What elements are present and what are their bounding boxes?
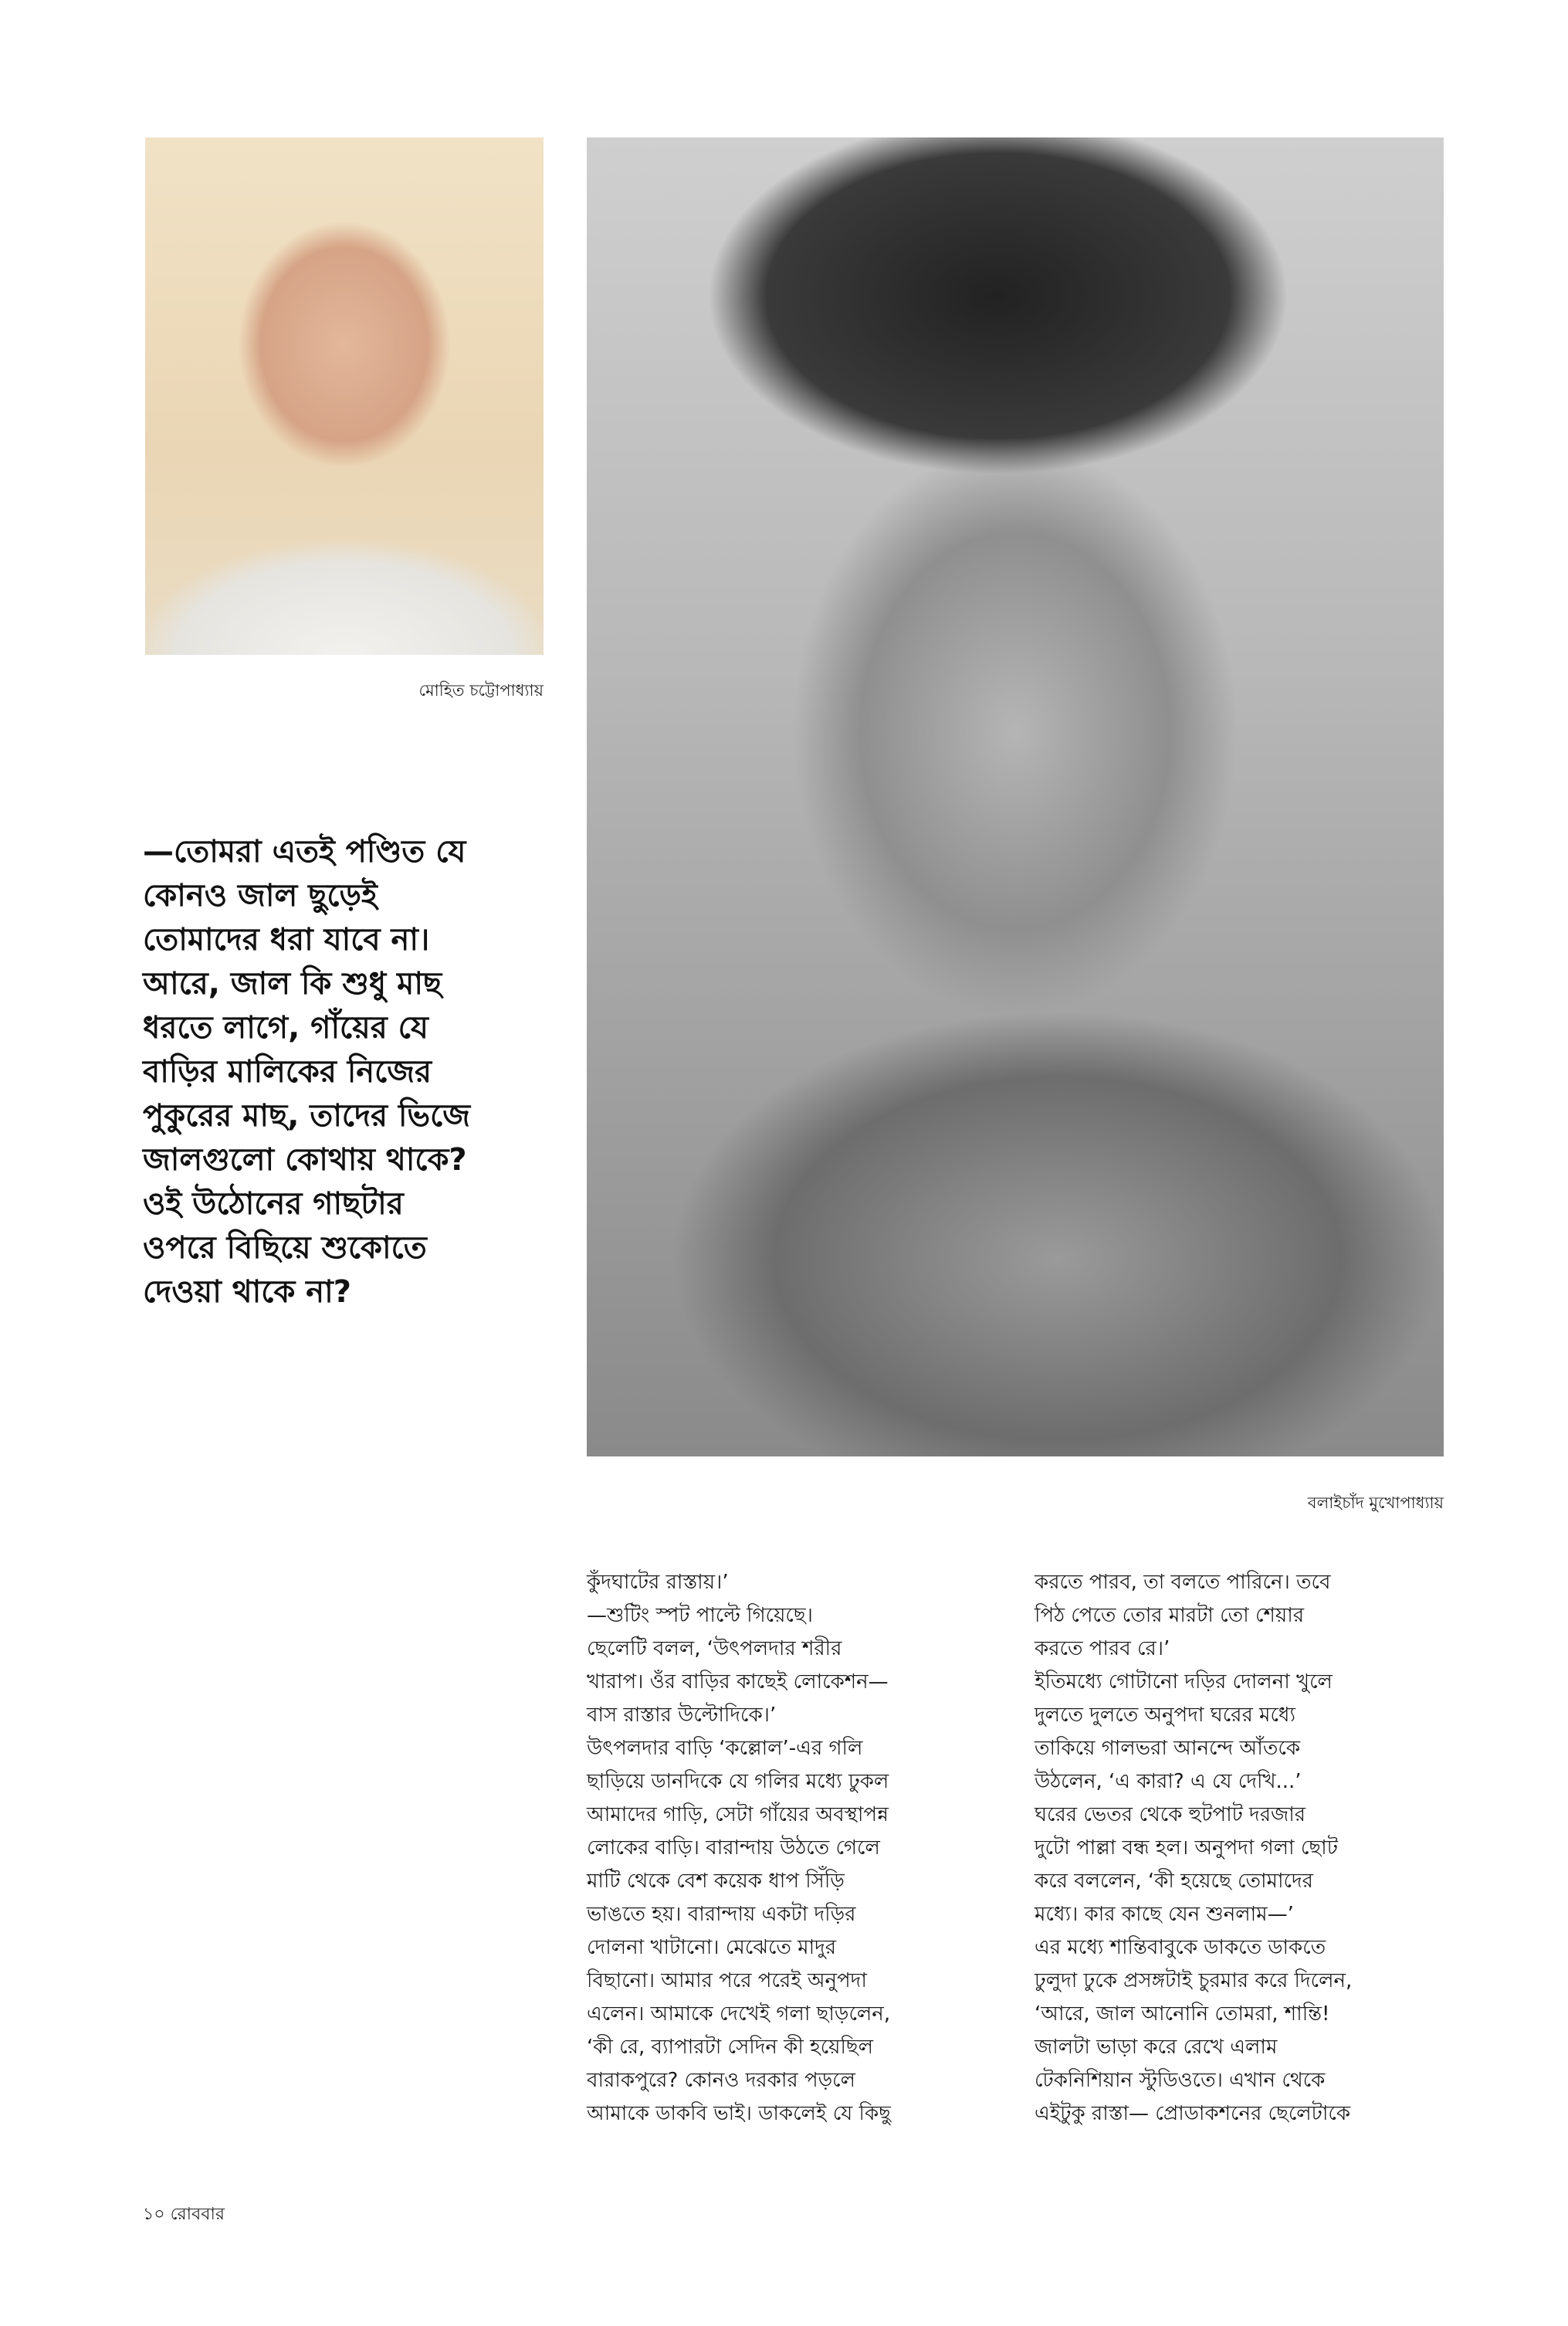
body-line: দুটো পাল্লা বন্ধ হল। অনুপদা গলা ছোট bbox=[1035, 1836, 1338, 1860]
photo-caption-large: বলাইচাঁদ মুখোপাধ্যায় bbox=[1307, 1494, 1444, 1512]
body-column-left bbox=[587, 1566, 988, 2131]
body-line: ছাড়িয়ে ডানদিকে যে গলির মধ্যে ঢুকল bbox=[587, 1770, 889, 1793]
body-line: ঢুলুদা ঢুকে প্রসঙ্গটাই চুরমার করে দিলেন, bbox=[1035, 1969, 1353, 1992]
pull-quote bbox=[143, 830, 529, 1314]
body-line: পিঠ পেতে তোর মারটা তো শেয়ার bbox=[1035, 1604, 1305, 1627]
body-line: মধ্যে। কার কাছে যেন শুনলাম—’ bbox=[1035, 1903, 1294, 1926]
body-line: এইটুকু রাস্তা— প্রোডাকশনের ছেলেটাকে bbox=[1035, 2102, 1351, 2125]
body-line: মাটি থেকে বেশ কয়েক ধাপ সিঁড়ি bbox=[587, 1870, 845, 1893]
portrait-photo-large bbox=[587, 137, 1444, 1456]
pull-quote-line: ওপরে বিছিয়ে শুকোতে bbox=[143, 1230, 427, 1266]
body-line: কুঁদঘাটের রাস্তায়।’ bbox=[587, 1571, 729, 1594]
body-line: টেকনিশিয়ান স্টুডিওতে। এখান থেকে bbox=[1035, 2069, 1326, 2092]
portrait-photo-small bbox=[145, 137, 544, 655]
body-line: দুলতে দুলতে অনুপদা ঘরের মধ্যে bbox=[1035, 1704, 1296, 1727]
pull-quote-line: বাড়ির মালিকের নিজের bbox=[143, 1054, 432, 1090]
body-line: ইতিমধ্যে গোটানো দড়ির দোলনা খুলে bbox=[1035, 1670, 1333, 1694]
body-line: তাকিয়ে গালভরা আনন্দে আঁতকে bbox=[1035, 1737, 1301, 1760]
pull-quote-line: জালগুলো কোথায় থাকে? bbox=[143, 1142, 467, 1178]
body-line: করে বললেন, ‘কী হয়েছে তোমাদের bbox=[1035, 1870, 1313, 1893]
body-line: —শুটিং স্পট পাল্টে গিয়েছে। bbox=[587, 1604, 813, 1627]
pull-quote-line: দেওয়া থাকে না? bbox=[143, 1274, 351, 1310]
body-line: আমাদের গাড়ি, সেটা গাঁয়ের অবস্থাপন্ন bbox=[587, 1803, 889, 1826]
body-column-right bbox=[1035, 1566, 1436, 2131]
photo-caption-small: মোহিত চট্টোপাধ্যায় bbox=[418, 681, 544, 700]
body-line: করতে পারব, তা বলতে পারিনে। তবে bbox=[1035, 1571, 1331, 1594]
pull-quote-line: —তোমরা এতই পণ্ডিত যে bbox=[143, 834, 466, 870]
body-line: উঠলেন, ‘এ কারা? এ যে দেখি...’ bbox=[1035, 1770, 1302, 1793]
body-line: এর মধ্যে শান্তিবাবুকে ডাকতে ডাকতে bbox=[1035, 1936, 1326, 1959]
body-line: ‘আরে, জাল আনোনি তোমরা, শান্তি! bbox=[1035, 2002, 1330, 2026]
pull-quote-line: পুকুরের মাছ, তাদের ভিজে bbox=[143, 1098, 471, 1134]
body-line: এলেন। আমাকে দেখেই গলা ছাড়লেন, bbox=[587, 2002, 891, 2026]
body-line: খারাপ। ওঁর বাড়ির কাছেই লোকেশন— bbox=[587, 1670, 889, 1694]
pull-quote-line: ওই উঠোনের গাছটার bbox=[143, 1186, 404, 1222]
body-line: বারাকপুরে? কোনও দরকার পড়লে bbox=[587, 2069, 855, 2092]
body-line: জালটা ভাড়া করে রেখে এলাম bbox=[1035, 2036, 1278, 2059]
body-line: উৎপলদার বাড়ি ‘কল্লোল’-এর গলি bbox=[587, 1737, 863, 1760]
body-line: বাস রাস্তার উল্টোদিকে।’ bbox=[587, 1704, 777, 1727]
body-line: ভাঙতে হয়। বারান্দায় একটা দড়ির bbox=[587, 1903, 856, 1926]
page-folio: ১০ রোববার bbox=[143, 2205, 225, 2224]
pull-quote-line: আরে, জাল কি শুধু মাছ bbox=[143, 966, 442, 1002]
body-line: ‘কী রে, ব্যাপারটা সেদিন কী হয়েছিল bbox=[587, 2036, 874, 2059]
body-line: ছেলেটি বলল, ‘উৎপলদার শরীর bbox=[587, 1637, 842, 1660]
body-line: বিছানো। আমার পরে পরেই অনুপদা bbox=[587, 1969, 867, 1992]
pull-quote-line: তোমাদের ধরা যাবে না। bbox=[143, 922, 430, 958]
pull-quote-line: ধরতে লাগে, গাঁয়ের যে bbox=[143, 1010, 428, 1046]
body-line: লোকের বাড়ি। বারান্দায় উঠতে গেলে bbox=[587, 1836, 880, 1860]
pull-quote-line: কোনও জাল ছুড়েই bbox=[143, 878, 378, 914]
body-line: করতে পারব রে।’ bbox=[1035, 1637, 1170, 1660]
body-line: দোলনা খাটানো। মেঝেতে মাদুর bbox=[587, 1936, 837, 1959]
body-line: ঘরের ভেতর থেকে হুটপাট দরজার bbox=[1035, 1803, 1306, 1826]
body-line: আমাকে ডাকবি ভাই। ডাকলেই যে কিছু bbox=[587, 2102, 891, 2125]
